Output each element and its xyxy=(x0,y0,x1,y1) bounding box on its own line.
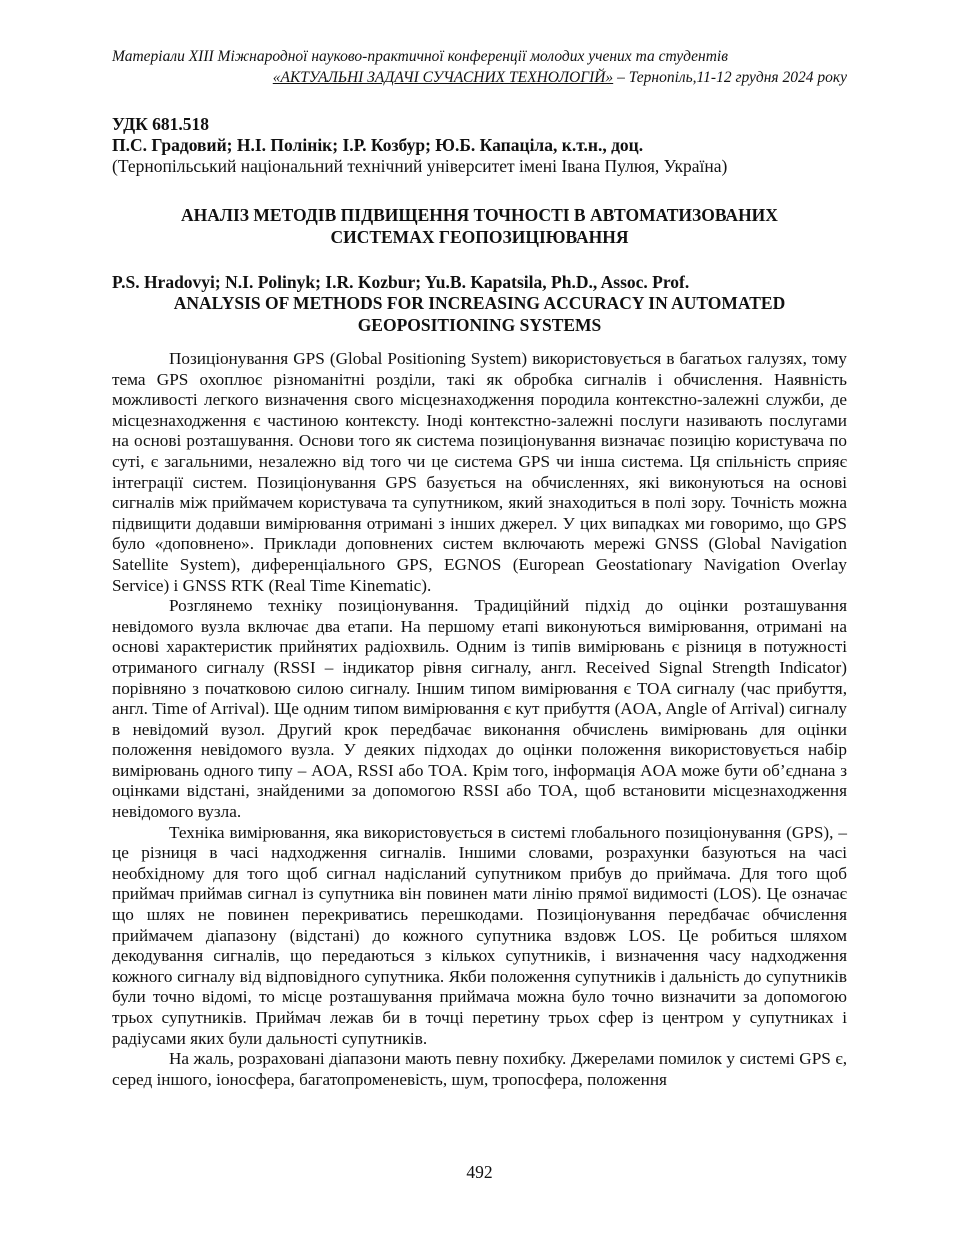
running-header xyxy=(112,46,847,88)
affiliation: (Тернопільський національний технічний університет імені Івана Пулюя, Україна) xyxy=(112,156,728,176)
udc-code: УДК 681.518 xyxy=(112,114,210,134)
title-en-line-2: GEOPOSITIONING SYSTEMS xyxy=(357,315,602,335)
header-conference-title: «АКТУАЛЬНІ ЗАДАЧІ СУЧАСНИХ ТЕХНОЛОГІЙ» xyxy=(272,69,614,86)
authors-ua: П.С. Градовий; Н.І. Полінік; І.Р. Козбур; Ю.Б. Капаціла, к.т.н., доц. xyxy=(112,135,644,155)
page-number: 492 xyxy=(466,1162,493,1182)
authors-en: P.S. Hradovyi; N.I. Polinyk; I.R. Kozbur; Yu.B. Kapatsila, Ph.D., Assoc. Prof. xyxy=(112,272,690,292)
header-conference-title-line xyxy=(112,67,847,88)
title-ua-line-2: СИСТЕМАХ ГЕОПОЗИЦІЮВАННЯ xyxy=(330,227,629,247)
body-text xyxy=(112,349,847,1090)
paragraph-2: Розглянемо техніку позиціонування. Традиційний підхід до оцінки розташування невідомого вузла включає два етапи. На першому етапі виконуються вимірювання, отримані на основі характеристик прийнятих радіохвиль. Одним із типів вимірювань є різниця в потужності отриманого сигналу (RSSI – індикатор рівня сигналу, англ. Received Signal Strength Indicator) порівняно з початковою силою сигналу. Іншим типом вимірювання є TOA сигналу (час прибуття, англ. Time of Arrival). Ще одним типом вимірювання є кут прибуття (AOA, Angle of Arrival) сигналу в невідомий вузол. Другий крок передбачає виконання обчислень вимірювань для оцінки положення невідомого вузла. У деяких підходах до оцінки положення використовується набір вимірювань одного типу – AOA, RSSI або TOA. Крім того, інформація AOA може бути об’єднана з оцінками відстані, знайденими за допомогою RSSI або TOA, щоб встановити місцезнаходження невідомого вузла. xyxy=(112,596,847,822)
title-en-line-1: ANALYSIS OF METHODS FOR INCREASING ACCURACY IN AUTOMATED xyxy=(173,293,786,313)
paragraph-3: Техніка вимірювання, яка використовується в системі глобального позиціонування (GPS), – це різниця в часі надходження сигналів. Іншими словами, розрахунки базуються на часі необхідному для того щоб сигнал надісланий супутником прибув до приймача. Для того щоб приймач приймав сигнал із супутника він повинен мати лінію прямої видимості (LOS). Це означає що шлях не повинен перекриватись перешкодами. Позиціонування передбачає обчислення приймачем діапазону (відстані) до кожного супутника вздовж LOS. Це робиться шляхом декодування сигналів, що передаються з кількох супутників, і визначення часу надходження кожного сигналу від відповідного супутника. Якби положення супутників і дальність до супутників були точно відомі, то місце розташування приймача можна було точно визначити за допомогою трьох супутників. Приймач лежав би в точці перетину трьох сфер із центром у супутниках і радіусами яких були дальності супутників. xyxy=(112,822,847,1048)
paragraph-1: Позиціонування GPS (Global Positioning System) використовується в багатьох галузях, тому тема GPS охоплює різноманітні розділи, такі як обробка сигналів і обчислення. Наявність можливості легкого визначення свого місцезнаходження породила контекстно-залежні служби, де місцезнаходження є частиною контексту. Іноді контекстно-залежні послуги називають послугами на основі розташування. Основи того як система позиціонування визначає позицію користувача по суті, є загальними, незалежно від того чи це система GPS чи інша система. Ця спільність сприяє інтеграції систем. Позиціонування GPS базується на обчисленнях, які виконуються на основі сигналів між приймачем користувача та супутником, який знаходиться в полі зору. Точність можна підвищити додавши вимірювання отримані з інших джерел. У цих випадках ми говоримо, що GPS було «доповнено». Приклади доповнених систем включають мережі GNSS (Global Navigation Satellite System), диференціального GPS, EGNOS (European Geostationary Navigation Overlay Service) і GNSS RTK (Real Time Kinematic). xyxy=(112,349,847,595)
header-conference-date: – Тернопіль,11-12 грудня 2024 року xyxy=(613,69,847,86)
paragraph-4: На жаль, розраховані діапазони мають певну похибку. Джерелами помилок у системі GPS є, серед іншого, іоносфера, багатопроменевість, шум, тропосфера, положення xyxy=(112,1049,847,1089)
title-ua xyxy=(112,204,847,248)
header-conference-line: Матеріали XIII Міжнародної науково-практичної конференції молодих учених та студентів xyxy=(112,48,728,65)
title-en xyxy=(112,292,847,336)
paper-meta xyxy=(112,114,847,177)
title-ua-line-1: АНАЛІЗ МЕТОДІВ ПІДВИЩЕННЯ ТОЧНОСТІ В АВТОМАТИЗОВАНИХ xyxy=(181,205,778,225)
